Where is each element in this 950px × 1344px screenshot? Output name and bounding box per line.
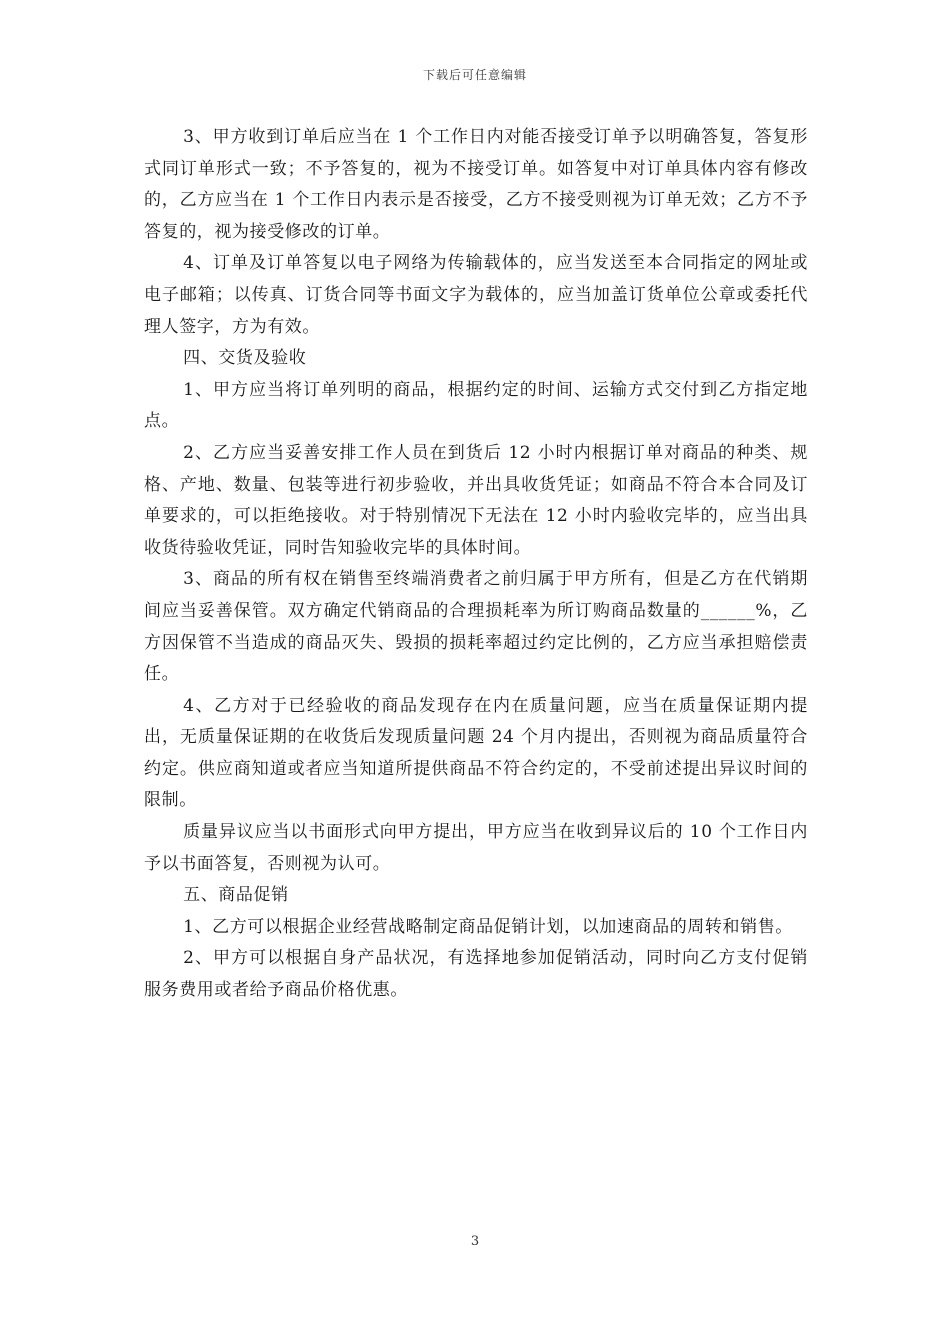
paragraph: 3、商品的所有权在销售至终端消费者之前归属于甲方所有，但是乙方在代销期间应当妥善保管。双方确定代销商品的合理损耗率为所订购商品数量的______%，乙方因保管不当造成的商品灭失、毁损的损耗率超过约定比例的，乙方应当承担赔偿责任。 [144, 569, 808, 685]
paragraph: 2、乙方应当妥善安排工作人员在到货后 12 小时内根据订单对商品的种类、规格、产地、数量、包装等进行初步验收，并出具收货凭证；如商品不符合本合同及订单要求的，可以拒绝接收。对于特别情况下无法在 12 小时内验收完毕的，应当出具收货待验收凭证，同时告知验收完毕的具体时间。 [144, 442, 808, 558]
paragraph: 3、甲方收到订单后应当在 1 个工作日内对能否接受订单予以明确答复，答复形式同订单形式一致；不予答复的，视为不接受订单。如答复中对订单具体内容有修改的，乙方应当在 1 个工作日内表示是否接受，乙方不接受则视为订单无效；乙方不予答复的，视为接受修改的订单。 [144, 127, 808, 242]
paragraph: 4、乙方对于已经验收的商品发现存在内在质量问题，应当在质量保证期内提出，无质量保证期的在收货后发现质量问题 24 个月内提出，否则视为商品质量符合约定。供应商知道或者应当知道所提供商品不符合约定的，不受前述提出异议时间的限制。 [144, 695, 808, 811]
paragraph: 1、甲方应当将订单列明的商品，根据约定的时间、运输方式交付到乙方指定地点。 [144, 379, 808, 432]
document-body [144, 122, 808, 1007]
page-number: 3 [470, 1234, 480, 1249]
paragraph: 2、甲方可以根据自身产品状况，有选择地参加促销活动，同时向乙方支付促销服务费用或者给予商品价格优惠。 [144, 948, 808, 1001]
section-heading-delivery: 四、交货及验收 [183, 348, 307, 369]
paragraph: 1、乙方可以根据企业经营战略制定商品促销计划，以加速商品的周转和销售。 [183, 916, 793, 937]
paragraph: 质量异议应当以书面形式向甲方提出，甲方应当在收到异议后的 10 个工作日内予以书面答复，否则视为认可。 [144, 822, 808, 874]
page-header-note: 下载后可任意编辑 [422, 68, 527, 82]
paragraph: 4、订单及订单答复以电子网络为传输载体的，应当发送至本合同指定的网址或电子邮箱；以传真、订货合同等书面文字为载体的，应当加盖订货单位公章或委托代理人签字，方为有效。 [144, 253, 808, 337]
section-heading-promotion: 五、商品促销 [183, 885, 289, 906]
